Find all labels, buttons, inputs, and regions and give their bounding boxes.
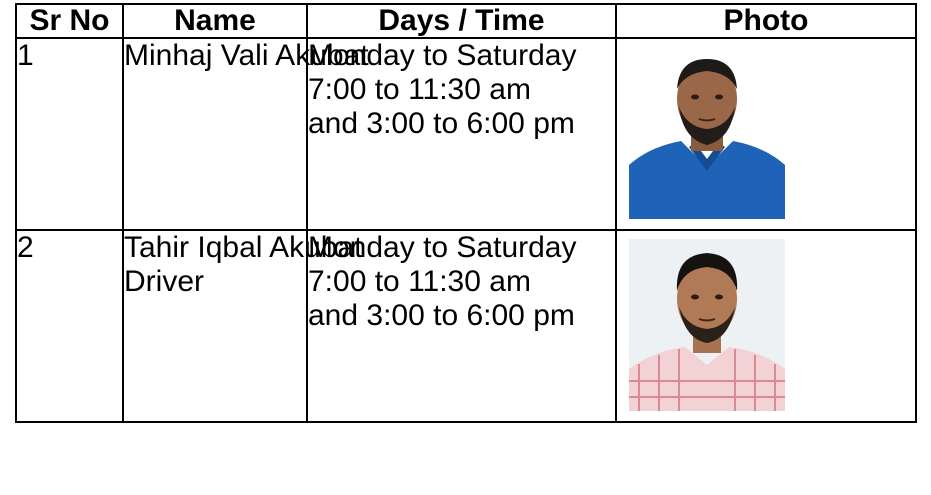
sr-no-value: 2 (17, 231, 34, 264)
header-row (16, 4, 916, 38)
cell-sr-no (16, 230, 123, 422)
time-line: 7:00 to 11:30 am (308, 73, 531, 106)
table-row (16, 38, 916, 230)
header-name: Name (123, 4, 307, 38)
person-photo-icon (629, 239, 785, 411)
cell-photo (616, 38, 916, 230)
cell-name (123, 38, 369, 230)
header-sr-no: Sr No (16, 4, 123, 38)
name-line: Driver (124, 265, 204, 298)
header-photo: Photo (616, 4, 916, 38)
header-days-time: Days / Time (307, 4, 616, 38)
cell-sr-no (16, 38, 123, 230)
cell-photo (616, 230, 916, 422)
time-line: Monday to Saturday (308, 231, 577, 264)
name-line: Tahir Iqbal Akubat (124, 231, 363, 264)
person-photo-icon (629, 47, 785, 219)
name-line: Minhaj Vali Akubat (124, 39, 369, 72)
staff-schedule-table (15, 3, 917, 423)
cell-name (123, 230, 363, 422)
table-row (16, 230, 916, 422)
time-line: and 3:00 to 6:00 pm (308, 107, 575, 140)
cell-days-time (307, 230, 616, 422)
time-line: Monday to Saturday (308, 39, 577, 72)
time-line: and 3:00 to 6:00 pm (308, 299, 575, 332)
cell-days-time (307, 38, 616, 230)
time-line: 7:00 to 11:30 am (308, 265, 531, 298)
sr-no-value: 1 (17, 39, 34, 72)
